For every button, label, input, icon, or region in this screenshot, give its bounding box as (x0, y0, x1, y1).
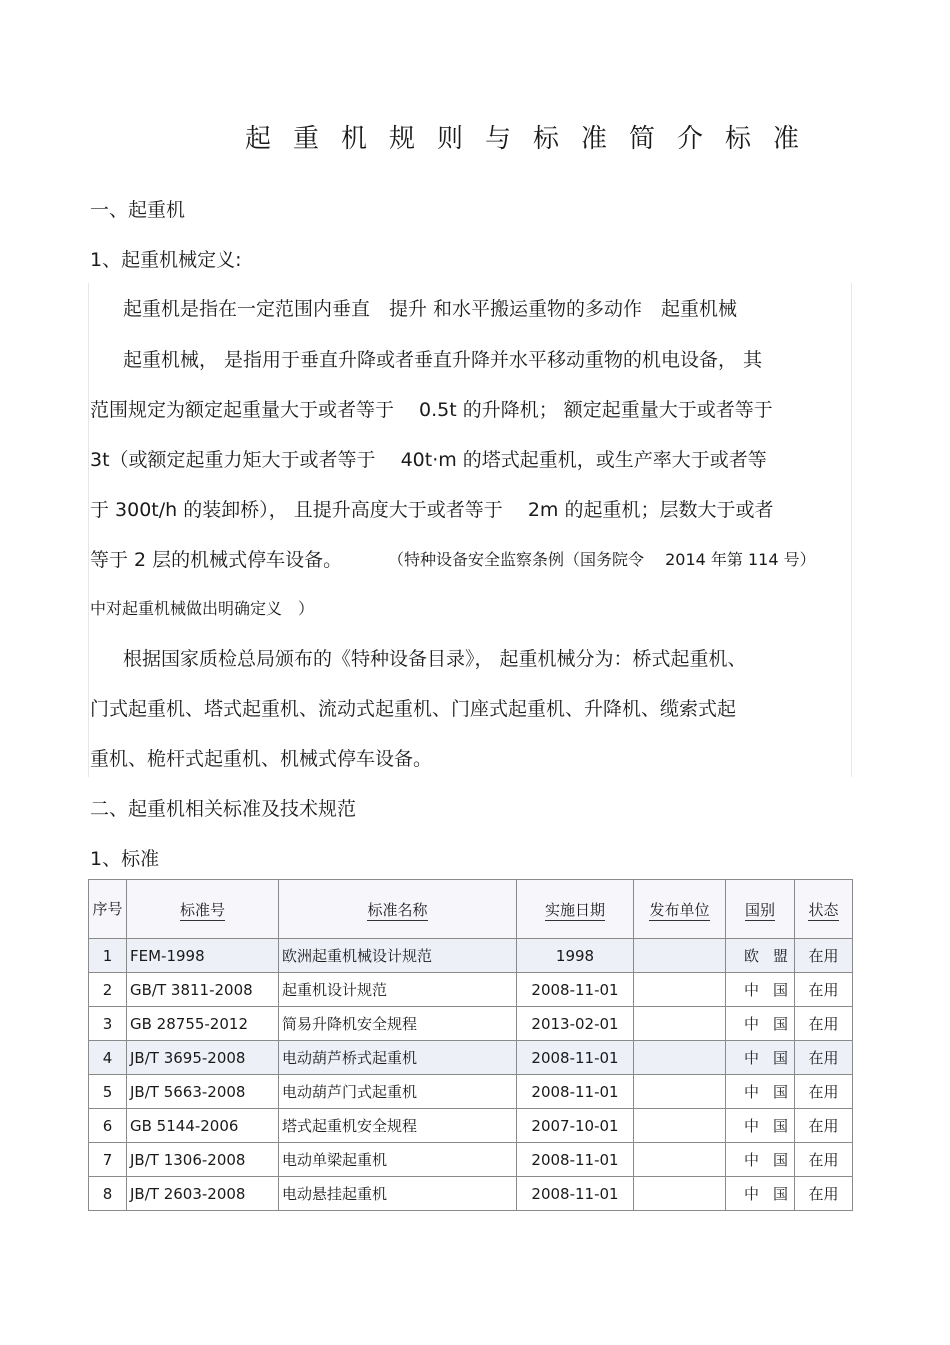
cell-name: 欧洲起重机械设计规范 (279, 939, 517, 973)
cell-code: JB/T 1306-2008 (127, 1143, 279, 1177)
citation-note-cont: 中对起重机械做出明确定义 ） (90, 599, 315, 618)
cell-publisher (634, 1007, 726, 1041)
cell-publisher (634, 939, 726, 973)
subheading-standards: 1、标准 (90, 848, 160, 870)
paragraph-line: 等于 2 层的机械式停车设备。 (90, 549, 343, 571)
cell-date: 1998 (517, 939, 634, 973)
cell-code: JB/T 5663-2008 (127, 1075, 279, 1109)
header-date (517, 880, 634, 939)
table-row (89, 1041, 853, 1075)
cell-seq: 4 (89, 1041, 127, 1075)
cell-seq: 8 (89, 1177, 127, 1211)
cell-date: 2008-11-01 (517, 1041, 634, 1075)
cell-seq: 3 (89, 1007, 127, 1041)
paragraph-line: 门式起重机、塔式起重机、流动式起重机、门座式起重机、升降机、缆索式起 (90, 698, 737, 720)
section-heading-standards: 二、起重机相关标准及技术规范 (90, 798, 357, 820)
header-country (726, 880, 795, 939)
table-row (89, 1143, 853, 1177)
cell-date: 2008-11-01 (517, 973, 634, 1007)
cell-date: 2007-10-01 (517, 1109, 634, 1143)
cell-publisher (634, 1041, 726, 1075)
paragraph-line: 起重机械， 是指用于垂直升降或者垂直升降并水平移动重物的机电设备， 其 (123, 349, 763, 371)
section-heading-cranes: 一、起重机 (90, 199, 186, 221)
header-status (795, 880, 853, 939)
cell-status: 在用 (795, 973, 853, 1007)
cell-code: GB 5144-2006 (127, 1109, 279, 1143)
table-header-row (89, 880, 853, 939)
cell-name: 电动葫芦桥式起重机 (279, 1041, 517, 1075)
table-row (89, 939, 853, 973)
cell-date: 2013-02-01 (517, 1007, 634, 1041)
cell-status: 在用 (795, 1177, 853, 1211)
cell-status: 在用 (795, 1041, 853, 1075)
paragraph-line: 起重机是指在一定范围内垂直 提升 和水平搬运重物的多动作 起重机械 (123, 298, 738, 320)
paragraph-line: 范围规定为额定起重量大于或者等于 0.5t 的升降机； 额定起重量大于或者等于 (90, 399, 773, 421)
cell-date: 2008-11-01 (517, 1075, 634, 1109)
cell-seq: 5 (89, 1075, 127, 1109)
cell-code: GB 28755-2012 (127, 1007, 279, 1041)
standards-table (88, 879, 853, 1211)
cell-seq: 7 (89, 1143, 127, 1177)
header-publisher-label: 发布单位 (649, 900, 710, 919)
cell-status: 在用 (795, 1109, 853, 1143)
cell-status: 在用 (795, 1143, 853, 1177)
page-title: 起重机规则与标准简介标准 (245, 124, 822, 154)
cell-status: 在用 (795, 1007, 853, 1041)
cell-publisher (634, 973, 726, 1007)
cell-seq: 1 (89, 939, 127, 973)
table-row (89, 1109, 853, 1143)
cell-country: 中国 (726, 973, 795, 1007)
cell-country: 欧盟 (726, 939, 795, 973)
cell-code: JB/T 3695-2008 (127, 1041, 279, 1075)
cell-code: GB/T 3811-2008 (127, 973, 279, 1007)
paragraph-line: 重机、桅杆式起重机、机械式停车设备。 (90, 748, 433, 770)
header-code (127, 880, 279, 939)
cell-country: 中国 (726, 1007, 795, 1041)
header-name-label: 标准名称 (367, 900, 428, 919)
cell-publisher (634, 1143, 726, 1177)
cell-name: 塔式起重机安全规程 (279, 1109, 517, 1143)
header-country-label: 国别 (744, 900, 775, 919)
table-row (89, 973, 853, 1007)
paragraph-line: 3t（或额定起重力矩大于或者等于 40t·m 的塔式起重机，或生产率大于或者等 (90, 449, 767, 471)
cell-publisher (634, 1109, 726, 1143)
paragraph-line: 根据国家质检总局颁布的《特种设备目录》， 起重机械分为：桥式起重机、 (123, 648, 747, 670)
subheading-definition: 1、起重机械定义: (90, 249, 242, 271)
cell-name: 起重机设计规范 (279, 973, 517, 1007)
cell-code: FEM-1998 (127, 939, 279, 973)
header-name (279, 880, 517, 939)
cell-country: 中国 (726, 1143, 795, 1177)
header-date-label: 实施日期 (544, 900, 605, 919)
cell-name: 简易升降机安全规程 (279, 1007, 517, 1041)
header-seq: 序号 (89, 880, 127, 939)
cell-seq: 2 (89, 973, 127, 1007)
header-code-label: 标准号 (179, 900, 225, 919)
cell-status: 在用 (795, 1075, 853, 1109)
cell-seq: 6 (89, 1109, 127, 1143)
cell-name: 电动单梁起重机 (279, 1143, 517, 1177)
cell-name: 电动葫芦门式起重机 (279, 1075, 517, 1109)
cell-country: 中国 (726, 1109, 795, 1143)
cell-country: 中国 (726, 1075, 795, 1109)
header-publisher (634, 880, 726, 939)
table-row (89, 1075, 853, 1109)
cell-status: 在用 (795, 939, 853, 973)
cell-country: 中国 (726, 1177, 795, 1211)
table-row (89, 1007, 853, 1041)
cell-publisher (634, 1177, 726, 1211)
table-row (89, 1177, 853, 1211)
header-status-label: 状态 (808, 900, 839, 919)
cell-date: 2008-11-01 (517, 1177, 634, 1211)
paragraph-line: 于 300t/h 的装卸桥）， 且提升高度大于或者等于 2m 的起重机；层数大于或者 (90, 499, 774, 521)
cell-date: 2008-11-01 (517, 1143, 634, 1177)
citation-note: （特种设备安全监察条例（国务院令 2014 年第 114 号） (388, 550, 816, 569)
cell-country: 中国 (726, 1041, 795, 1075)
cell-name: 电动悬挂起重机 (279, 1177, 517, 1211)
cell-code: JB/T 2603-2008 (127, 1177, 279, 1211)
cell-publisher (634, 1075, 726, 1109)
